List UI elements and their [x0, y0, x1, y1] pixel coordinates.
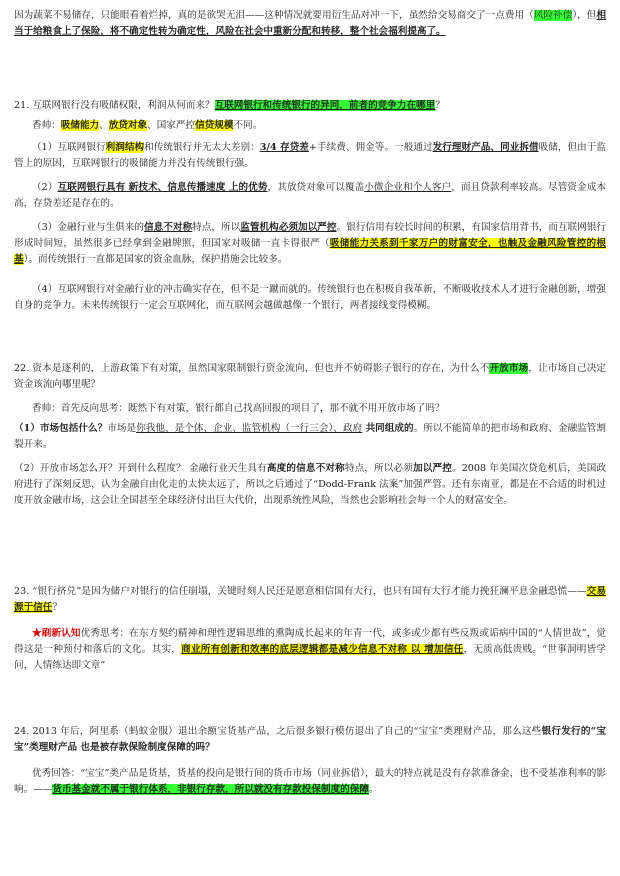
bold-text: 银行发行的“宝宝”类理财产品 也是被存款保险制度保障的吗？	[14, 726, 606, 753]
star-icon: ★	[32, 628, 42, 639]
text: 、国家严控	[147, 120, 196, 131]
highlight-yellow: 吸储能力	[60, 120, 100, 131]
text: ，无质高低贵贱。“世事洞明皆学问，人情练达即文章”	[14, 644, 607, 671]
text: （2）	[32, 182, 58, 193]
text: 香帅：	[32, 120, 61, 131]
text: 因为蔬菜不易储存，只能眼看着烂掉，真的是欲哭无泪——这种情况就要用衍生品对冲一下，虽然给交易商交了一点费用（	[14, 10, 534, 21]
text: ，让市场自己决定资金该流向哪里呢？	[14, 363, 607, 390]
underlined-text: 信息不对称	[144, 222, 193, 233]
text: 优秀回答：“宝宝”类产品是货基，货基的投向是银行间的货币市场（同业拆借），最大的特点就是没有存款准备金，也不受基准利率的影响。——	[14, 768, 606, 795]
text: 。	[368, 784, 379, 795]
text: 特点，所以必须	[344, 463, 413, 474]
highlight-green: 互联网银行和传统银行的异同，前者的竞争力在哪里	[214, 100, 436, 111]
text: （1）互联网银行	[32, 142, 106, 153]
text: 吸储，但由于监管上的原因，互联网银行的吸储能力并没有传统银行强。	[14, 142, 607, 169]
text: 优秀思考：在东方契约精神和理性逻辑思维的熏陶成长起来的年青一代，或多或少都有些反叛或诟病中国的“人情世故”，觉得这是一种预付和落后的文化。其实，	[14, 628, 607, 655]
refresh-cognition-tag: 刷新认知	[41, 628, 81, 639]
highlight-green: 货币基金就不属于银行体系，非银行存款，所以就没有存款投保制度的保障	[52, 784, 369, 795]
q21-question	[14, 98, 606, 114]
underlined-text: 发行理财产品、同业拆借	[432, 142, 539, 153]
text: ？	[435, 100, 445, 111]
q24-answer	[14, 766, 606, 798]
bold-text: 3/4 存贷差	[259, 142, 309, 153]
q23-question	[14, 584, 606, 616]
q21-point-4	[14, 282, 606, 314]
question-text: 24. 2013 年后，阿里系（蚂蚁金服）退出余额宝货基产品，之后很多银行模仿退出了自己的“宝宝”类理财产品，那么这些	[14, 726, 542, 737]
underlined-text: 小微企业和个人客户	[364, 182, 452, 193]
text: 。银行信用有较长时间的积累，有国家信用背书，而互联网银行形成时间短，虽然很多已经拿到金融牌照，但国家对吸储一直卡得很严（	[14, 222, 607, 249]
highlight-green: 风险补偿	[533, 10, 573, 21]
text: （3）金融行业与生俱来的	[32, 222, 145, 233]
text: 市场是	[107, 423, 137, 434]
q21-point-3	[14, 220, 606, 268]
q21-intro	[14, 118, 606, 134]
text: 。2008 年美国次贷危机后，美国政府进行了深刻反思，认为金融自由化走的太快太远了，所以之后通过了“Dodd-Frank 法案”加强严管。还有东南亚，都是在不合适的时机过度开放金融市场，这会让全国甚至全球经济付出巨大代价，出现系统性风险，当然也会影响社会每一个人的财富安全。	[14, 463, 607, 506]
text: 。所以不能简单的把市场和政府、金融监管割裂开来。	[14, 423, 607, 450]
highlight-yellow: 放贷对象	[108, 120, 148, 131]
text: （2）开放市场怎么开？开到什么程度？ 金融行业天生具有	[14, 463, 267, 474]
highlight-yellow: 交易源于信任	[14, 586, 607, 613]
underlined-text: 你我他、是个体、企业、监管机构（一行三会）、政府	[136, 423, 363, 434]
question-text: 23. “银行挤兑”是因为储户对银行的信任崩塌，关键时刻人民还是愿意相信国有大行，也只有国有大行才能力挽狂澜平息金融恐慌——	[14, 586, 587, 597]
text: ）。而传统银行一直都是国家的资金血脉，保护措施会比较多。	[23, 254, 288, 265]
underlined-text: 监管机构必须加以严控	[240, 222, 337, 233]
q21-point-1	[14, 140, 606, 172]
text: 不同。	[233, 120, 263, 131]
text: 香帅：首先反向思考：既然下有对策，银行都自己找高回报的项目了，那不就不用开放市场了吗？	[32, 403, 445, 414]
text: （4）互联网银行对金融行业的冲击确实存在，但不是一蹴而就的。传统银行也在积极自我革新，不断吸收技术人才进行金融创新，增强自身的竞争力。未来传统银行一定会互联网化，而互联网会越做越像一个银行，两者接线变得模糊。	[14, 284, 606, 311]
bold-text: 加以严控	[413, 463, 452, 474]
highlight-yellow: 吸储能力关系到千家万户的财富安全，也触及金融风险管控的根基	[14, 238, 607, 265]
text: +手续费、佣金等。一般通过	[308, 142, 433, 153]
q22-point-1	[14, 421, 606, 453]
highlight-yellow: 信贷规模	[195, 120, 234, 131]
q20-tail-paragraph	[14, 8, 606, 40]
text: 特点，所以	[192, 222, 241, 233]
text: 和传统银行并无太大差别：	[144, 142, 260, 153]
bold-text: （1）市场包括什么？	[14, 423, 108, 434]
text: ，其放贷对象可以覆盖	[267, 182, 365, 193]
question-text: 21. 互联网银行没有吸储权限，利润从何而来？	[14, 100, 215, 111]
q22-point-2	[14, 461, 606, 509]
underlined-bold-text: 相当于给粮食上了保险，将不确定性转为确定性，风险在社会中重新分配和转移，整个社会福利提高了。	[14, 10, 607, 37]
question-text: 22. 资本是逐利的，上游政策下有对策，虽然国家限制银行资金流向，但也并不妨碍影子银行的存在，为什么不	[14, 363, 490, 374]
q21-point-2	[14, 180, 606, 212]
underlined-text: 互联网银行具有 新技术、信息传播速度 上的优势	[57, 182, 268, 193]
bold-text: 高度的信息不对称	[266, 463, 345, 474]
q23-answer	[14, 626, 606, 674]
highlight-yellow: 利润结构	[105, 142, 145, 153]
q22-question	[14, 361, 606, 393]
text: 、	[99, 120, 109, 131]
text: ，而且贷款利率较高。尽管资金成本高，存贷差还是存在的。	[14, 182, 607, 209]
q24-question	[14, 724, 606, 756]
q22-intro	[14, 401, 606, 417]
highlight-green: 开放市场	[489, 363, 529, 374]
bold-text: 共同组成的	[362, 423, 414, 434]
text: ），但	[572, 10, 597, 21]
highlight-yellow: 商业所有创新和效率的底层逻辑都是减少信息不对称 以 增加信任	[181, 644, 464, 655]
text: ？	[52, 602, 62, 613]
